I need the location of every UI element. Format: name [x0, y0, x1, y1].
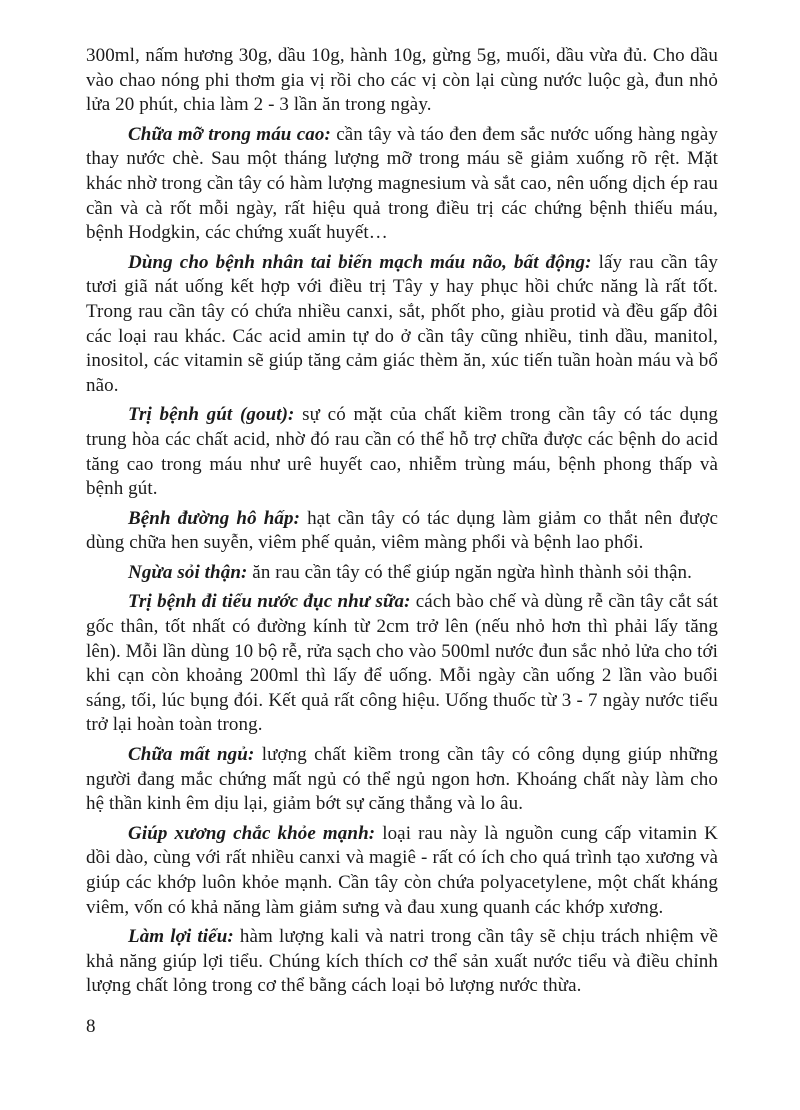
- paragraph-lead: Trị bệnh gút (gout):: [128, 404, 303, 426]
- paragraph-lead: Chữa mất ngủ:: [128, 744, 262, 766]
- paragraph: Trị bệnh gút (gout): sự có mặt của chất kiềm trong cần tây có tác dụng trung hòa các chất acid, nhờ đó rau cần có thể hỗ trợ chữa được các bệnh do acid tăng cao trong máu như urê huyết cao, nhiễm trùng máu, bệnh phong thấp và bệnh gút.: [86, 404, 719, 500]
- paragraph-lead: Chữa mỡ trong máu cao:: [128, 123, 337, 145]
- paragraph-lead: Dùng cho bệnh nhân tai biến mạch máu não, bất động:: [128, 251, 599, 273]
- paragraph: Trị bệnh đi tiểu nước đục như sữa: cách bào chế và dùng rễ cần tây cắt sát gốc thân, tốt nhất có đường kính từ 2cm trở lên (nếu nhỏ hơn thì phải lấy tăng lên). Mỗi lần dùng 10 bộ rễ, rửa sạch cho vào 500ml nước đun sắc nhỏ lửa cho tới khi cạn còn khoảng 200ml thì lấy để uống. Mỗi ngày cần uống 2 lần vào buổi sáng, tối, lúc bụng đói. Kết quả rất công hiệu. Uống thuốc từ 3 - 7 ngày nước tiểu trở lại hoàn toàn trong.: [86, 591, 719, 736]
- page-content: [86, 44, 718, 999]
- paragraph: 300ml, nấm hương 30g, dầu 10g, hành 10g, gừng 5g, muối, dầu vừa đủ. Cho dầu vào chao nóng phi thơm gia vị rồi cho các vị còn lại cùng nước luộc gà, đun nhỏ lửa 20 phút, chia làm 2 - 3 lần ăn trong ngày.: [86, 45, 718, 116]
- paragraph: Giúp xương chắc khỏe mạnh: loại rau này là nguồn cung cấp vitamin K dồi dào, cùng với rất nhiều canxi và magiê - rất có ích cho quá trình tạo xương và giúp các khớp luôn khỏe mạnh. Cần tây còn chứa polyacetylene, một chất kháng viêm, vốn có khả năng làm giảm sưng và đau xung quanh các khớp xương.: [86, 822, 718, 918]
- paragraph: Dùng cho bệnh nhân tai biến mạch máu não, bất động: lấy rau cần tây tươi giã nát uống kết hợp với điều trị Tây y hay phục hồi chức năng là rất tốt. Trong rau cần tây có chứa nhiều canxi, sắt, phốt pho, giàu protid và đều gấp đôi các loại rau khác. Các acid amin tự do ở cần tây cũng nhiều, tinh dầu, manitol, inositol, các vitamin sẽ giúp tăng cảm giác thèm ăn, xúc tiến tuần hoàn máu và bổ não.: [86, 251, 718, 396]
- paragraph-lead: Làm lợi tiểu:: [128, 926, 240, 948]
- paragraph-lead: Giúp xương chắc khỏe mạnh:: [128, 822, 383, 844]
- paragraph: Làm lợi tiểu: hàm lượng kali và natri trong cần tây sẽ chịu trách nhiệm về khả năng giúp lợi tiểu. Chúng kích thích cơ thể sản xuất nước tiểu và điều chỉnh lượng chất lỏng trong cơ thể bằng cách loại bỏ lượng nước thừa.: [86, 926, 718, 997]
- paragraph: Chữa mất ngủ: lượng chất kiềm trong cần tây có công dụng giúp những người đang mắc chứng mất ngủ có thể ngủ ngon hơn. Khoáng chất này làm cho hệ thần kinh êm dịu lại, giảm bớt sự căng thẳng và lo âu.: [86, 744, 719, 815]
- page-number: 8: [86, 1015, 96, 1037]
- paragraph-lead: Bệnh đường hô hấp:: [128, 507, 308, 529]
- paragraph: Chữa mỡ trong máu cao: cần tây và táo đen đem sắc nước uống hàng ngày thay nước chè. Sau một tháng lượng mỡ trong máu sẽ giảm xuống rõ rệt. Mặt khác nhờ trong cần tây có hàm lượng magnesium và sắt cao, nên uống dịch ép rau cần và cà rốt mỗi ngày, rất hiệu quả trong điều trị các chứng bệnh thiếu máu, bệnh Hodgkin, các chứng xuất huyết…: [86, 123, 718, 244]
- paragraph-lead: Ngừa sỏi thận:: [128, 561, 253, 583]
- paragraph: Ngừa sỏi thận: ăn rau cần tây có thể giúp ngăn ngừa hình thành sỏi thận.: [128, 561, 692, 583]
- paragraph-lead: Trị bệnh đi tiểu nước đục như sữa:: [128, 591, 416, 613]
- paragraph: Bệnh đường hô hấp: hạt cần tây có tác dụng làm giảm co thắt nên được dùng chữa hen suyễn, viêm phế quản, viêm màng phổi và bệnh lao phổi.: [86, 507, 718, 554]
